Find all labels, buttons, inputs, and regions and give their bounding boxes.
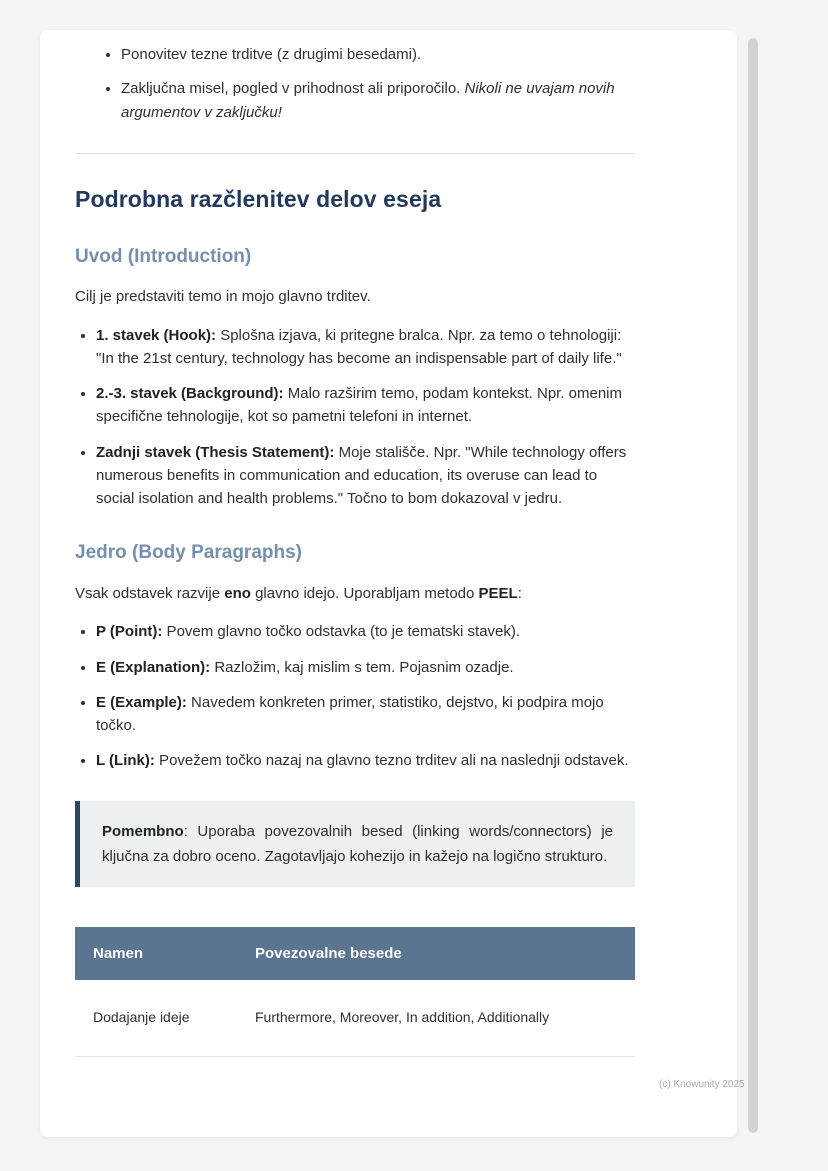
subsection-heading-jedro: Jedro (Body Paragraphs) — [75, 542, 302, 564]
uvod-bullet-list — [75, 324, 635, 511]
list-item-text: Razložim, kaj mislim s tem. Pojasnim ozadje. — [210, 658, 514, 676]
list-item-text: Ponovitev tezne trditve (z drugimi besedami). — [121, 46, 422, 63]
list-item-bold-lead: P (Point): — [96, 623, 163, 641]
table-header-cell-besede: Povezovalne besede — [237, 927, 635, 980]
list-item-text: Zaključna misel, pogled v prihodnost ali priporočilo. — [121, 80, 465, 98]
list-item — [121, 43, 635, 66]
table-header-row — [75, 927, 635, 980]
document-content — [75, 30, 635, 1085]
lead-text: : — [517, 585, 522, 602]
linking-words-table — [75, 927, 635, 1085]
table-cell-besede — [237, 1056, 635, 1085]
list-item-text: Povem glavno točko odstavka (to je tematski stavek). — [162, 623, 521, 641]
scrollbar-thumb[interactable] — [748, 38, 758, 1133]
table-cell-namen — [75, 1056, 237, 1085]
list-item-bold-lead: Zadnji stavek (Thesis Statement): — [96, 443, 335, 461]
lead-text: glavno idejo. Uporabljam metodo — [250, 585, 479, 602]
list-item-bold-lead: E (Explanation): — [96, 658, 211, 676]
section-divider — [75, 153, 635, 154]
list-item-text: Povežem točko nazaj na glavno tezno trditev ali na naslednji odstavek. — [154, 752, 629, 770]
watermark: (c) Knowunity 2025 — [659, 1079, 745, 1090]
document-page — [40, 30, 737, 1137]
callout-bold-lead: Pomembno — [102, 822, 184, 840]
list-item — [96, 749, 635, 772]
lead-bold: PEEL — [478, 585, 518, 602]
list-item — [121, 77, 635, 124]
list-item-bold-lead: L (Link): — [96, 752, 155, 770]
table-cell-namen: Dodajanje ideje — [75, 980, 237, 1056]
jedro-lead-paragraph — [75, 582, 635, 605]
jedro-bullet-list — [75, 620, 635, 772]
callout-box — [75, 801, 635, 887]
list-item — [96, 691, 635, 738]
list-item-text: Malo razširim temo, podam kontekst. Npr. omenim specifične tehnologije, kot so pametni telefoni in internet. — [96, 385, 623, 426]
callout-text: : Uporaba povezovalnih besed (linking words/connectors) je ključna za dobro oceno. Zagotavljajo kohezijo in kažejo na logično strukturo. — [102, 822, 613, 865]
list-item — [96, 620, 635, 643]
list-item — [96, 656, 635, 679]
list-item-bold-lead: 1. stavek (Hook): — [96, 326, 217, 344]
conclusion-bullet-list — [75, 43, 635, 124]
list-item-text: Moje stališče. Npr. "While technology offers numerous benefits in communication and education, its overuse can lead to social isolation and health problems." Točno to bom dokazoval v jedru. — [96, 443, 627, 507]
list-item-text: Splošna izjava, ki pritegne bralca. Npr. za temo o tehnologiji: "In the 21st century, technology has become an indispensable part of daily life." — [96, 326, 622, 367]
list-item — [96, 324, 635, 371]
subsection-heading-uvod: Uvod (Introduction) — [75, 245, 252, 267]
list-item-bold-lead: E (Example): — [96, 693, 187, 711]
lead-text: Vsak odstavek razvije — [75, 585, 225, 602]
table-cell-besede: Furthermore, Moreover, In addition, Additionally — [237, 980, 635, 1056]
lead-bold: eno — [224, 585, 251, 602]
scrollbar-track — [748, 38, 758, 1133]
table-row-partial — [75, 1056, 635, 1085]
list-item-text: Navedem konkreten primer, statistiko, dejstvo, ki podpira mojo točko. — [96, 693, 604, 734]
list-item — [96, 382, 635, 429]
list-item — [96, 441, 635, 511]
table-header-cell-namen: Namen — [75, 927, 237, 980]
section-heading: Podrobna razčlenitev delov eseja — [75, 185, 442, 212]
uvod-lead-paragraph: Cilj je predstaviti temo in mojo glavno trditev. — [75, 288, 371, 306]
list-item-italic-note: Nikoli ne uvajam novih argumentov v zaključku! — [121, 80, 615, 121]
list-item-bold-lead: 2.-3. stavek (Background): — [96, 385, 284, 402]
table-row — [75, 980, 635, 1056]
